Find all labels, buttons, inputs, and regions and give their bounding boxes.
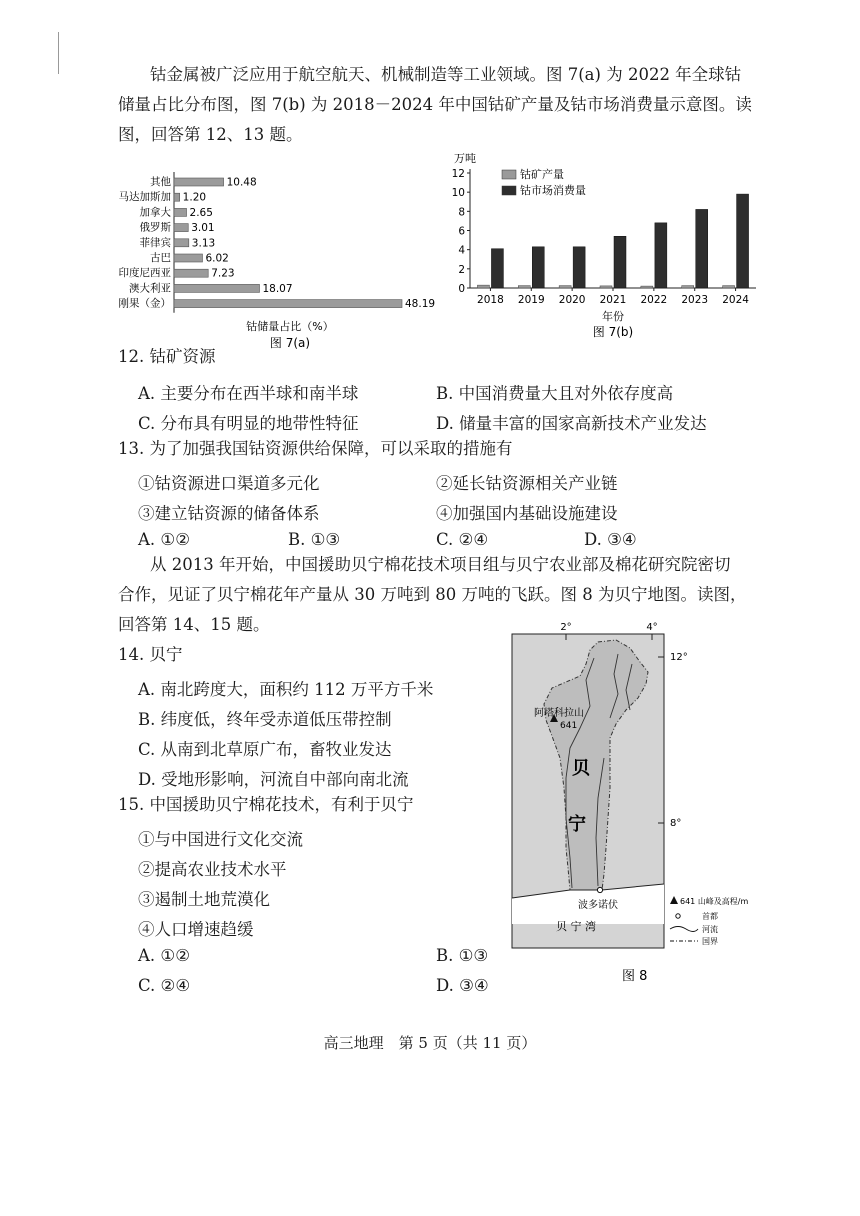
legend-river-icon [670,927,698,932]
chart-b-y-tick-label: 4 [458,244,465,257]
chart-b-bar-production [477,285,489,288]
country-name-char-2: 宁 [568,814,586,835]
page-footer: 高三地理 第 5 页（共 11 页） [323,1034,537,1052]
q13-statement-2: ②延长钴资源相关产业链 [436,474,618,493]
figure-7b-chart [448,148,760,340]
legend-consumption-label: 钴市场消费量 [520,184,586,197]
chart-a-value-label: 3.13 [191,237,216,250]
q12-option-a[interactable]: A. 主要分布在西半球和南半球 [138,384,359,403]
q13-option-a[interactable]: A. ①② [138,530,190,549]
chart-b-x-tick-label: 2022 [640,294,668,306]
lon-label-2: 2° [560,622,572,633]
chart-b-y-tick-label: 2 [458,263,465,276]
margin-line [58,32,59,74]
bay-label: 贝 宁 湾 [556,920,596,933]
intro2-line-3: 回答第 14、15 题。 [118,615,270,634]
mountain-label: 阿塔科拉山 [534,708,584,719]
legend-capital-label: 首都 [702,912,718,921]
chart-a-category-label: 古巴 [150,252,171,264]
chart-b-x-tick-label: 2021 [599,294,627,306]
figure-8-map [506,618,768,990]
chart-b-bar-production [723,286,735,288]
chart-a-value-label: 2.65 [189,206,213,219]
chart-a-value-label: 10.48 [226,176,257,189]
chart-a-category-label: 澳大利亚 [129,282,171,295]
q13-option-c[interactable]: C. ②④ [436,530,489,549]
chart-b-x-tick-label: 2024 [722,294,749,306]
chart-b-bar-consumption [532,247,544,288]
chart-b-bar-consumption [573,247,585,288]
chart-b-y-tick-label: 6 [458,225,465,238]
chart-b-y-tick-label: 10 [451,187,465,200]
chart-a-category-label: 马达加斯加 [118,191,171,204]
q15-statement-3: ③遏制土地荒漠化 [138,890,270,909]
chart-a-category-label: 印度尼西亚 [118,267,171,280]
chart-a-value-label: 18.07 [262,282,293,295]
chart-a-bar [174,208,187,216]
legend-production-swatch [502,170,516,179]
chart-b-xlabel: 年份 [602,310,624,323]
chart-a-value-label: 1.20 [182,191,207,204]
chart-b-bar-consumption [614,236,626,288]
chart-a-bar [174,239,189,247]
chart-a-xlabel: 钴储量占比（%） [246,319,334,333]
chart-a-bar [174,224,188,232]
chart-b-bar-production [600,286,612,288]
chart-a-bar [174,193,180,201]
chart-a-category-label: 菲律宾 [139,236,171,249]
chart-b-x-tick-label: 2019 [517,294,545,306]
q12-stem: 12. 钴矿资源 [118,347,216,366]
legend-mountain-label: 641 山峰及高程/m [680,897,749,906]
legend-river-label: 河流 [702,925,718,934]
chart-b-x-tick-label: 2023 [681,294,709,306]
intro2-line-1: 从 2013 年开始，中国援助贝宁棉花技术项目组与贝宁农业部及棉花研究院密切 [150,555,731,574]
chart-b-y-tick-label: 0 [458,283,465,295]
intro1-line-3: 图，回答第 12、13 题。 [118,125,303,144]
q14-option-c[interactable]: C. 从南到北草原广布，畜牧业发达 [138,740,392,759]
lon-label-4: 4° [646,622,658,633]
q13-statement-3: ③建立钴资源的储备体系 [138,504,320,523]
q13-stem: 13. 为了加强我国钴资源供给保障，可以采取的措施有 [118,439,513,458]
legend-production-label: 钴矿产量 [520,168,564,181]
q12-option-c[interactable]: C. 分布具有明显的地带性特征 [138,414,359,433]
chart-b-bar-production [682,286,694,288]
q15-option-d[interactable]: D. ③④ [436,976,489,995]
chart-b-bar-consumption [737,194,749,288]
lat-label-12: 12° [670,652,688,663]
chart-b-y-tick-label: 12 [451,168,465,180]
q13-option-d[interactable]: D. ③④ [584,530,637,549]
chart-a-bar [174,269,208,277]
legend-consumption-swatch [502,186,516,195]
chart-b-bar-consumption [696,209,708,288]
chart-a-bar [174,284,259,292]
chart-a-value-label: 6.02 [205,252,229,265]
capital-label: 波多诺伏 [578,900,618,911]
q15-statement-4: ④人口增速趋缓 [138,920,254,939]
figure-8-caption: 图 8 [622,969,648,984]
q15-stem: 15. 中国援助贝宁棉花技术，有利于贝宁 [118,795,414,814]
chart-a-bar [174,300,402,308]
legend-mountain-icon [670,896,678,904]
lat-label-8: 8° [670,818,682,829]
q15-option-b[interactable]: B. ①③ [436,946,489,965]
q15-option-c[interactable]: C. ②④ [138,976,191,995]
chart-b-y-tick-label: 8 [458,206,465,219]
q13-statement-1: ①钴资源进口渠道多元化 [138,474,320,493]
q14-option-d[interactable]: D. 受地形影响，河流自中部向南北流 [138,770,409,789]
mountain-elevation: 641 [560,721,578,731]
q15-statement-1: ①与中国进行文化交流 [138,830,303,849]
legend-border-label: 国界 [702,937,718,946]
chart-b-bar-production [518,286,530,288]
country-name-char-1: 贝 [572,758,590,779]
chart-a-bar [174,178,224,186]
intro2-line-2: 合作，见证了贝宁棉花年产量从 30 万吨到 80 万吨的飞跃。图 8 为贝宁地图。读图， [118,585,747,604]
intro1-line-1: 钴金属被广泛应用于航空航天、机械制造等工业领域。图 7(a) 为 2022 年全球钴 [150,65,742,84]
q12-option-d[interactable]: D. 储量丰富的国家高新技术产业发达 [436,414,707,433]
chart-b-bar-consumption [655,223,667,288]
chart-b-bar-production [559,286,571,288]
intro-paragraph-1 [118,60,752,150]
chart-a-category-label: 加拿大 [139,206,171,219]
chart-b-x-tick-label: 2018 [477,294,504,306]
chart-a-caption: 图 7(a) [269,335,311,350]
chart-b-ylabel: 万吨 [454,152,476,165]
chart-a-category-label: 刚果（金） [118,297,171,310]
intro1-line-2: 储量占比分布图，图 7(b) 为 2018－2024 年中国钴矿产量及钴市场消费量示意图。读 [118,95,752,114]
chart-a-value-label: 3.01 [191,222,215,235]
q12-option-b[interactable]: B. 中国消费量大且对外依存度高 [436,384,674,403]
q13-option-b[interactable]: B. ①③ [288,530,341,549]
q13-statement-4: ④加强国内基础设施建设 [436,504,618,523]
q14-stem: 14. 贝宁 [118,645,183,664]
figure-7a-chart [100,166,450,350]
chart-a-value-label: 7.23 [211,267,235,280]
q15-statement-2: ②提高农业技术水平 [138,860,287,879]
chart-b-bar-production [641,286,653,288]
chart-b-x-tick-label: 2020 [558,294,586,306]
q15-option-a[interactable]: A. ①② [138,946,190,965]
chart-a-bar [174,254,202,262]
chart-a-category-label: 其他 [150,176,171,188]
legend-capital-icon [676,914,680,918]
chart-b-caption: 图 7(b) [592,325,634,339]
chart-b-bar-consumption [491,249,503,288]
capital-icon [597,887,602,892]
q14-option-a[interactable]: A. 南北跨度大，面积约 112 万平方千米 [138,680,434,699]
q14-option-b[interactable]: B. 纬度低，终年受赤道低压带控制 [138,710,392,729]
chart-a-value-label: 48.19 [405,298,436,311]
chart-a-category-label: 俄罗斯 [139,221,171,234]
